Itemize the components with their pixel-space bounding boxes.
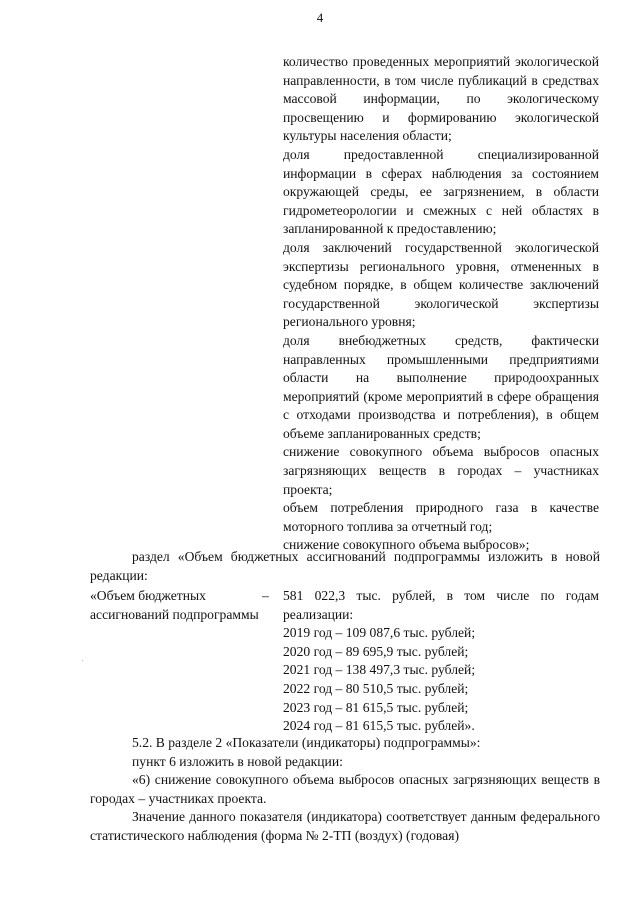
budget-year-row: 2020 год – 89 695,9 тыс. рублей; <box>283 643 469 659</box>
point-6-heading: пункт 6 изложить в новой редакции: <box>132 753 343 769</box>
value-text: Значение данного показателя (индикатора) соответствует данным федерального статистического наблюдения (форма № 2-ТП (воздух) (годовая) <box>90 809 600 843</box>
budget-year-row: 2021 год – 138 497,3 тыс. рублей; <box>283 662 476 678</box>
budget-year-row: 2022 год – 80 510,5 тыс. рублей; <box>283 680 469 696</box>
budget-year-row: 2024 год – 81 615,5 тыс. рублей». <box>283 718 475 734</box>
section-intro-block <box>90 548 600 585</box>
budget-values <box>283 587 599 736</box>
page-number: 4 <box>316 10 324 25</box>
margin-mark <box>82 660 83 661</box>
indicator-item: снижение совокупного объема выбросов»; <box>283 537 530 553</box>
budget-dash: – <box>262 588 269 603</box>
indicator-item: доля заключений государственной экологической экспертизы регионального уровня, отмененных в судебном порядке, в общем количестве заключений государственной экологической экспертизы регионального уровня; <box>283 239 599 330</box>
clause-block <box>90 734 600 846</box>
budget-label: «Объем бюджетных ассигнований подпрограммы <box>90 588 259 622</box>
clause-5-2: 5.2. В разделе 2 «Показатели (индикаторы) подпрограммы»: <box>132 735 481 750</box>
indicator-item: снижение совокупного объема выбросов опасных загрязняющих веществ в городах – участниках проекта; <box>283 444 599 497</box>
section-intro: раздел «Объем бюджетных ассигнований подпрограммы изложить в новой редакции: <box>90 549 600 583</box>
budget-year-row: 2023 год – 81 615,5 тыс. рублей; <box>283 699 469 715</box>
budget-total: 581 022,3 тыс. рублей, в том числе по годам реализации: <box>283 588 599 622</box>
budget-year-row: 2019 год – 109 087,6 тыс. рублей; <box>283 625 476 641</box>
indicator-item: доля внебюджетных средств, фактически направленных промышленными предприятиями области на выполнение природоохранных мероприятий (кроме мероприятий в сфере обращения с отходами производства и потребления), в общем объеме запланированных средств; <box>283 332 599 441</box>
point-6-text: «6) снижение совокупного объема выбросов опасных загрязняющих веществ в городах – участниках проекта. <box>90 772 600 806</box>
indicator-item: количество проведенных мероприятий экологической направленности, в том числе публикаций в средствах массовой информации, по экологическому просвещению и формированию экологической культуры населения области; <box>283 54 599 144</box>
indicator-item: объем потребления природного газа в качестве моторного топлива за отчетный год; <box>283 500 599 534</box>
indicator-list <box>283 53 599 555</box>
indicator-item: доля предоставленной специализированной информации в сферах наблюдения за состоянием окружающей среды, ее загрязнением, в области гидрометеорологии и смежных с ней областях в запланированной к предоставлению; <box>283 146 599 237</box>
